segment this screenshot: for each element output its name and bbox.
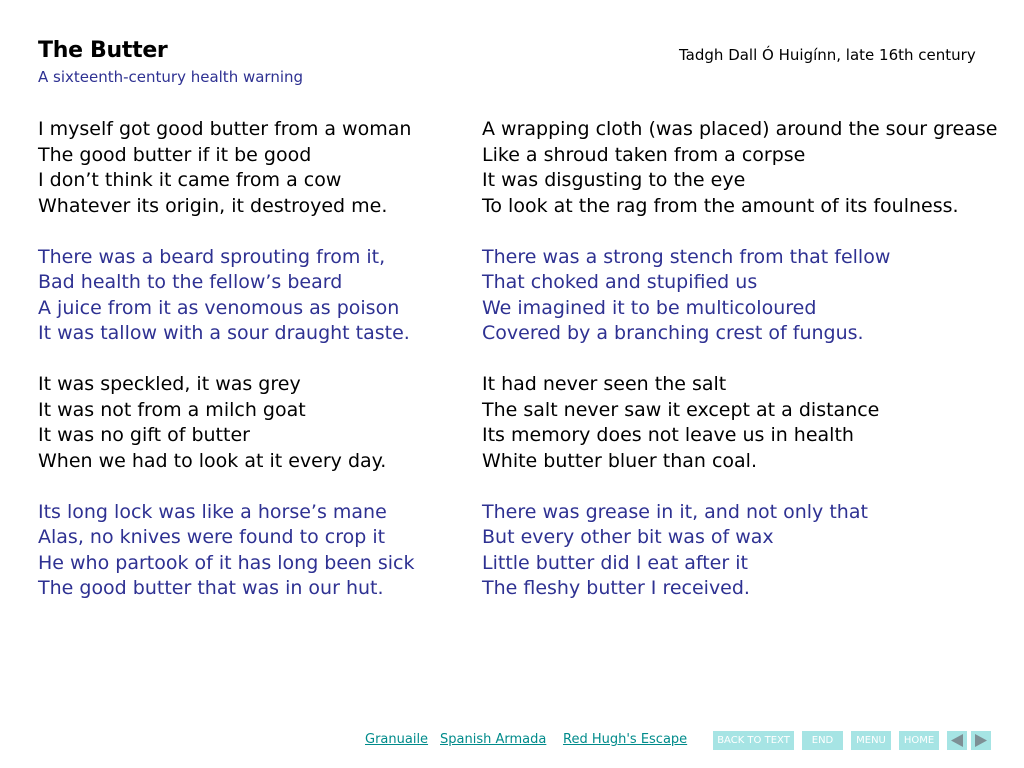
stanza	[482, 117, 1022, 219]
stanza	[38, 500, 468, 602]
poem-line: Like a shroud taken from a corpse	[482, 143, 806, 166]
back-to-text-button[interactable]: BACK TO TEXT	[713, 731, 794, 750]
poem-line: Alas, no knives were found to crop it	[38, 526, 386, 548]
stanza	[38, 245, 468, 347]
poem-line: The good butter that was in our hut.	[38, 577, 384, 599]
triangle-left-icon	[947, 731, 967, 750]
poem-line: Covered by a branching crest of fungus.	[482, 322, 864, 344]
poem-line: We imagined it to be multicoloured	[482, 296, 817, 319]
stanza	[38, 372, 468, 474]
poem-line: The salt never saw it except at a distance	[482, 398, 880, 421]
poem-line: It had never seen the salt	[482, 373, 727, 395]
poem-line: It was disgusting to the eye	[482, 169, 746, 191]
poem-line: There was a strong stench from that fellow	[482, 245, 891, 268]
poem-line: There was grease in it, and not only that	[482, 500, 868, 523]
author-credit: Tadgh Dall Ó Huigínn, late 16th century	[679, 46, 976, 64]
link-granuaile[interactable]: Granuaile	[365, 732, 429, 747]
stanza	[38, 117, 468, 219]
poem-column-left	[38, 117, 468, 627]
poem-line: The good butter if it be good	[38, 143, 312, 166]
poem-line: Bad health to the fellow’s beard	[38, 271, 343, 293]
poem-column-right	[482, 117, 1022, 627]
home-button[interactable]: HOME	[899, 731, 939, 750]
poem-line: White butter bluer than coal.	[482, 449, 757, 472]
link-red-hughs-escape[interactable]: Red Hugh's Escape	[563, 732, 688, 747]
poem-line: It was not from a milch goat	[38, 398, 306, 421]
poem-line: I don’t think it came from a cow	[38, 169, 342, 191]
stanza	[482, 372, 1022, 474]
previous-button[interactable]	[947, 731, 967, 750]
poem-line: He who partook of it has long been sick	[38, 551, 415, 574]
poem-line: A juice from it as venomous as poison	[38, 296, 400, 319]
poem-line: It was speckled, it was grey	[38, 373, 301, 395]
link-spanish-armada[interactable]: Spanish Armada	[440, 732, 547, 747]
next-button[interactable]	[971, 731, 991, 750]
stanza	[482, 500, 1022, 602]
page-subtitle: A sixteenth-century health warning	[38, 68, 304, 86]
stanza	[482, 245, 1022, 347]
poem-line: Whatever its origin, it destroyed me.	[38, 194, 388, 217]
menu-button[interactable]: MENU	[851, 731, 891, 750]
poem-line: It was tallow with a sour draught taste.	[38, 322, 410, 344]
poem-line: A wrapping cloth (was placed) around the sour grease	[482, 118, 998, 140]
poem-line: But every other bit was of wax	[482, 526, 774, 548]
poem-line: When we had to look at it every day.	[38, 449, 387, 472]
poem-line: That choked and stupified us	[482, 271, 758, 293]
poem-line: I myself got good butter from a woman	[38, 118, 412, 140]
end-button[interactable]: END	[802, 731, 843, 750]
triangle-right-icon	[971, 731, 991, 750]
poem-line: It was no gift of butter	[38, 424, 250, 446]
poem-line: There was a beard sprouting from it,	[38, 245, 386, 268]
poem-line: Its memory does not leave us in health	[482, 424, 854, 446]
poem-line: The fleshy butter I received.	[482, 577, 750, 599]
poem-line: Its long lock was like a horse’s mane	[38, 500, 387, 523]
poem-line: Little butter did I eat after it	[482, 551, 748, 574]
page-title: The Butter	[38, 38, 168, 63]
poem-line: To look at the rag from the amount of its foulness.	[482, 194, 959, 217]
